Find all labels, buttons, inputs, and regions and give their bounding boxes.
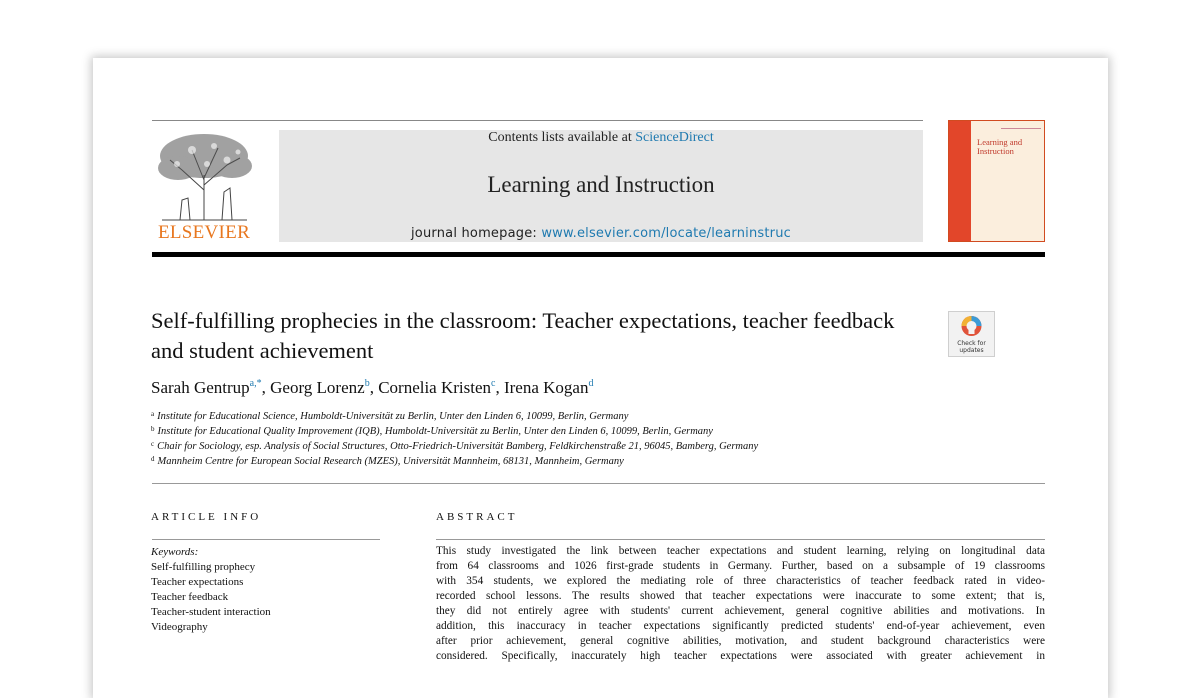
article-title: Self-fulfilling prophecies in the classroom: Teacher expectations, teacher feedback and student achievement <box>151 308 895 363</box>
check-for-updates-badge[interactable] <box>948 311 995 357</box>
keywords-label: Keywords: <box>151 546 199 558</box>
article-info-heading: ARTICLE INFO <box>151 511 262 523</box>
affiliation-b <box>151 425 1051 437</box>
affiliation-key: a <box>151 410 155 418</box>
abstract-rule <box>436 539 1045 540</box>
affiliation-key: b <box>151 425 155 433</box>
abstract-line: with 354 students, we explored the mediating role of three characteristics of teacher feedback rated in video- <box>436 575 1045 587</box>
sciencedirect-link[interactable]: ScienceDirect <box>635 130 714 145</box>
author-name[interactable]: Georg Lorenz <box>270 378 365 397</box>
abstract-line: after prior achievement, general cognitive abilities, motivation, and student background characteristics were <box>436 635 1045 647</box>
keyword-item: Videography <box>151 621 208 633</box>
keyword-item: Teacher feedback <box>151 591 229 603</box>
publisher-name: ELSEVIER <box>157 222 251 243</box>
abstract-heading: ABSTRACT <box>436 511 518 523</box>
homepage-line <box>279 226 923 241</box>
affiliation-d <box>151 455 1051 467</box>
affiliation-text: Chair for Sociology, esp. Analysis of Social Structures, Otto-Friedrich-Universität Bamberg, Feldkirchenstraße 21, 96045, Bamberg, Germany <box>157 441 759 452</box>
keyword-item: Self-fulfilling prophecy <box>151 561 256 573</box>
affiliation-text: Institute for Educational Science, Humboldt-Universität zu Berlin, Unter den Linden 6, 10099, Berlin, Germany <box>157 411 629 422</box>
homepage-link[interactable]: www.elsevier.com/locate/learninstruc <box>541 226 791 241</box>
contents-prefix: Contents lists available at <box>488 130 636 145</box>
author-name[interactable]: Sarah Gentrup <box>151 378 250 397</box>
abstract-line: addition, this inaccuracy in teacher expectations significantly predicted students' end-of-year achievement, even <box>436 620 1045 632</box>
author-name[interactable]: Irena Kogan <box>503 378 589 397</box>
keyword-item: Teacher-student interaction <box>151 606 271 618</box>
section-divider <box>152 483 1045 484</box>
author-name[interactable]: Cornelia Kristen <box>378 378 492 397</box>
affiliation-c <box>151 440 1051 452</box>
header-thick-rule <box>152 252 1045 257</box>
affiliation-key: d <box>151 455 155 463</box>
abstract-line: recorded school lessons. The results showed that teacher expectations were inaccurate to some extent; that is, <box>436 590 1045 602</box>
contents-line <box>279 130 923 146</box>
check-updates-icon <box>949 312 994 340</box>
author-sup[interactable]: b <box>364 378 370 389</box>
homepage-prefix: journal homepage: <box>411 226 542 241</box>
cover-title: Learning and Instruction <box>977 137 1023 156</box>
author-sup[interactable]: c <box>491 378 496 389</box>
abstract-body <box>436 544 1045 664</box>
keyword-item: Teacher expectations <box>151 576 244 588</box>
author-sup[interactable]: d <box>588 378 594 389</box>
keywords-list <box>151 560 271 635</box>
journal-title: Learning and Instruction <box>487 172 715 197</box>
abstract-line: they did not entirely agree with students' current achievement, general cognitive abilities and motivations. In <box>436 605 1045 617</box>
article-info-rule <box>152 539 380 540</box>
check-updates-label: Check for updates <box>957 340 986 354</box>
affiliation-text: Mannheim Centre for European Social Research (MZES), Universität Mannheim, 68131, Mannheim, Germany <box>157 456 624 467</box>
affiliation-key: c <box>151 440 155 448</box>
affiliation-text: Institute for Educational Quality Improvement (IQB), Humboldt-Universität zu Berlin, Unter den Linden 6, 10099, Berlin, Germany <box>157 426 713 437</box>
header-top-rule <box>152 120 923 121</box>
author-sup[interactable]: a,* <box>249 378 262 389</box>
journal-cover[interactable] <box>948 120 1045 242</box>
abstract-line: This study investigated the link between teacher expectations and student learning, relying on longitudinal data <box>436 545 1045 557</box>
author-list: Sarah Gentrup$^{a,*}$, Georg Lorenz$^b$, Cornelia Kristen$^c$, Irena Kogan$^d$ <box>151 378 594 397</box>
abstract-line: considered. Specifically, inaccurately high teacher expectations were associated with greater achievement in <box>436 650 1045 662</box>
cover-stripe <box>949 121 971 241</box>
abstract-line: from 64 classrooms and 1026 first-grade students in Germany. Further, based on a subsample of 19 classrooms <box>436 560 1045 572</box>
affiliation-a <box>151 410 1051 422</box>
cover-topline <box>1001 128 1041 129</box>
